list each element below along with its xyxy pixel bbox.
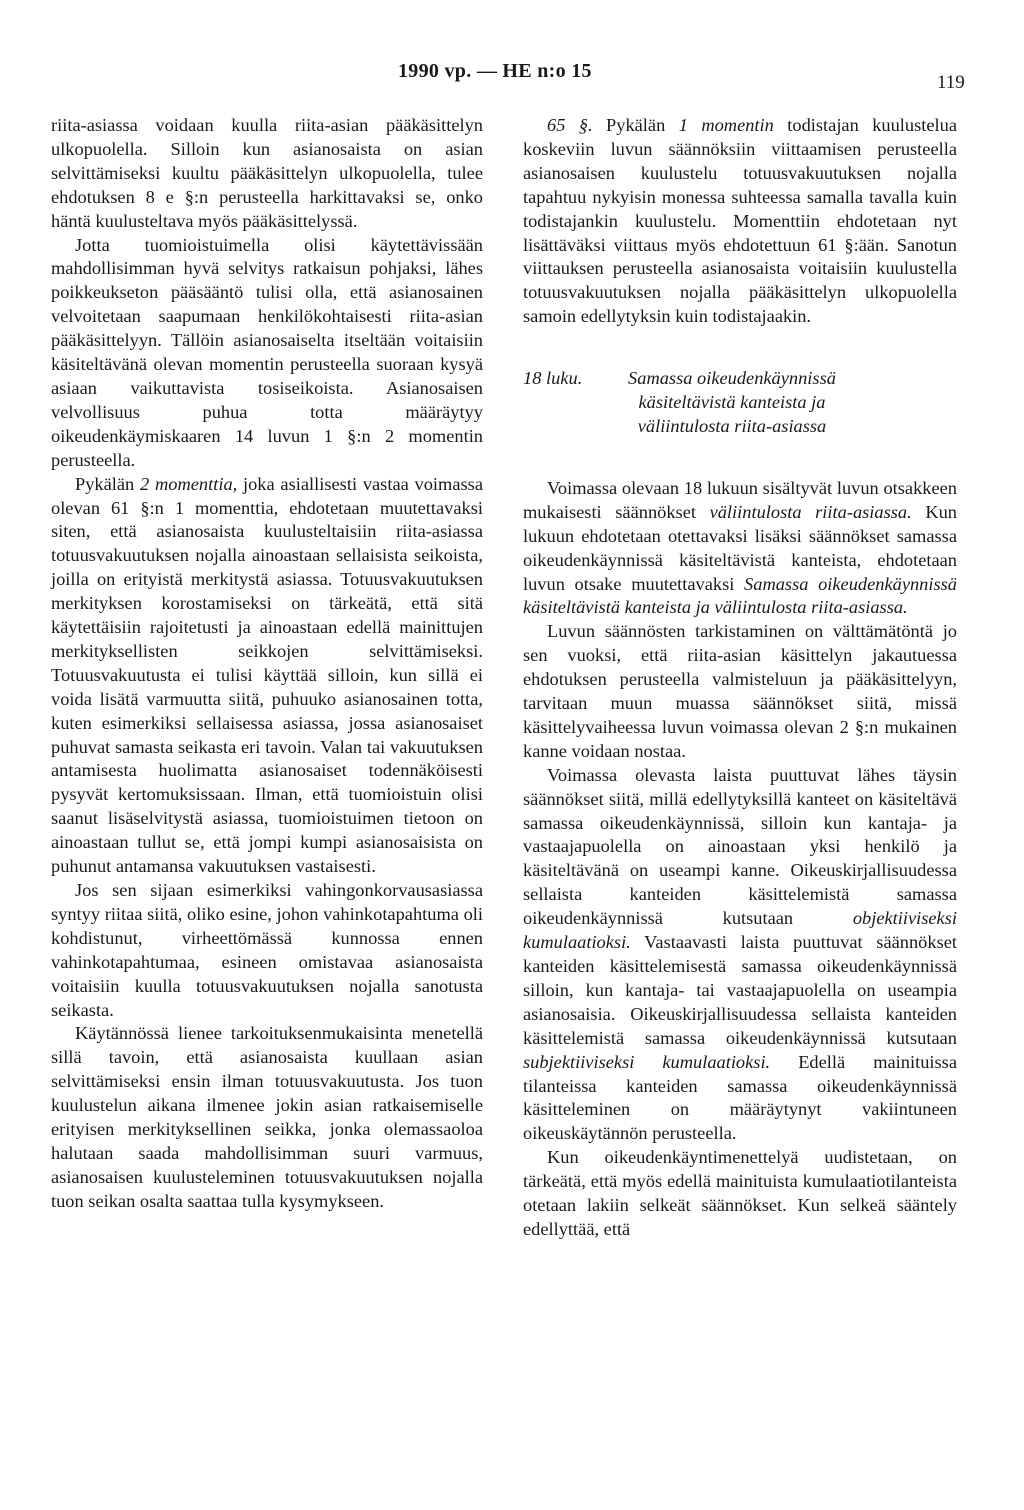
italic-text: väliintulosta riita-asiassa. (709, 501, 912, 522)
text: Edellä mainituissa tilanteissa kanteiden samassa oikeudenkäynnissä käsitteleminen on määräytynyt vakiintuneen oikeuskäytännön perusteella. (523, 1051, 957, 1144)
paragraph: riita-asiassa voidaan kuulla riita-asian pääkäsittelyn ulkopuolella. Silloin kun asianosaista on asian selvittämiseksi kuultu pääkäsittelyn ulkopuolella, tulee ehdotuksen 8 e §:n perusteella harkittavaksi se, onko häntä kuulusteltava myös pääkäsittelyssä. (51, 115, 483, 231)
text: Voimassa olevasta laista puuttuvat lähes täysin säännökset siitä, millä edellytyksillä kanteet on käsiteltävä samassa oikeudenkäynnissä, silloin kun kantaja- ja vastaajapuolella on ainoastaan yksi henkilö ja käsiteltävänä on useampi kanne. Oikeuskirjallisuudessa sellaista kanteiden käsittelemistä samassa oikeudenkäynnissä kutsutaan (523, 764, 957, 929)
chapter-heading (523, 367, 957, 439)
section-number: 65 §. (547, 115, 593, 135)
italic-text: objektiiviseksi kumulaatioksi. (523, 908, 957, 953)
page-number: 119 (937, 72, 965, 93)
right-column (523, 114, 957, 1242)
text: Voimassa olevaan 18 lukuun sisältyvät luvun otsakkeen mukaisesti säännökset (523, 477, 957, 522)
paragraph: Käytännössä lienee tarkoituksenmukaisinta menetellä sillä tavoin, että asianosaista kuullaan asian selvittämiseksi ensin ilman totuusvakuutusta. Jos tuon kuulustelun aikana ilmenee jokin asian ratkaisemiselle erityisen merkityksellinen seikka, jonka olemassaoloa halutaan saada mahdollisimman suuri varmuus, asianosaisen kuulusteleminen totuusvakuutuksen nojalla tuon seikan osalta saattaa tulla kysymykseen. (51, 1023, 483, 1211)
running-header: 1990 vp. — HE n:o 15 (398, 60, 592, 82)
text: Vastaavasti laista puuttuvat säännökset kanteiden käsittelemisestä samassa oikeudenkäynnissä silloin, kun kantaja- tai vastaajapuolella on useampia asianosaisia. Oikeuskirjallisuudessa sellaista kanteiden käsittelemistä samassa oikeudenkäynnissä kutsutaan (523, 932, 957, 1048)
paragraph (523, 477, 957, 620)
text: Pykälän (592, 115, 679, 135)
paragraph: Luvun säännösten tarkistaminen on välttämätöntä jo sen vuoksi, että riita-asian käsittelyn jakautuessa ehdotuksen perusteella valmisteluun ja pääkäsittelyyn, tarvitaan muun muassa säännökset siitä, missä käsittelyvaiheessa luvun voimassa olevan 2 §:n mukainen kanne voidaan nostaa. (523, 621, 957, 761)
text: todistajan kuulustelua koskeviin luvun säännöksiin viittaamisen perusteella asianosaisen kuulustelu totuusvakuutuksen nojalla tapahtuu nykyisin monessa suhteessa samalla tavalla kuin todistajankin kuulustelu. Momenttiin ehdotetaan nyt lisättäväksi viittaus myös ehdotettuun 61 §:ään. Sanotun viittauksen perusteella asianosaista voitaisiin kuulustella totuusvakuutuksen nojalla pääkäsittelyn ulkopuolella samoin edellytyksin kuin todistajaakin. (523, 115, 957, 327)
italic-text: 1 momentin (678, 115, 774, 135)
text: Kun lukuun ehdotetaan otettavaksi lisäksi säännökset samassa oikeudenkäynnissä käsiteltävistä kanteista, ehdotetaan luvun otsake muutettavaksi (523, 501, 957, 594)
italic-text: 2 momenttia, (140, 473, 238, 494)
italic-text: Samassa oikeudenkäynnissä käsiteltävistä kanteista ja väliintulosta riita-asiassa. (523, 573, 957, 618)
text: joka asiallisesti vastaa voimassa olevan 61 §:n 1 momenttia, ehdotetaan muutettavaksi siten, että asianosaista kuulusteltaisiin riita-asiassa totuusvakuutuksen nojalla ainoastaan sellaisista seikoista, joilla on erityistä merkitystä asiassa. Totuusvakuutuksen merkityksen korostamiseksi on tärkeätä, että sitä käytettäisiin rajoitetusti ja ainoastaan edellä mainittujen merkityksellisten seikkojen selvittämiseksi. Totuusvakuutusta ei tulisi käyttää silloin, kun sillä ei voida lisätä varmuutta siitä, puhuuko asianosainen totta, kuten esimerkiksi sellaisessa asiassa, jossa asianosaiset puhuvat samasta seikasta eri tavoin. Valan tai vakuutuksen antamisesta huolimatta asianosaiset todennäköisesti pysyvät kertomuksissaan. Ilman, että tuomioistuin olisi saanut lisäselvitystä asiassa, tuomioistuimen tietoon on ainoastaan tullut se, että jompi kumpi asianosaisista on puhunut antamansa vakuutuksen vastaisesti. (51, 473, 483, 877)
chapter-title: Samassa oikeudenkäynnissä käsiteltävistä kanteista ja väliintulosta riita-asiassa (628, 368, 836, 436)
paragraph: Jotta tuomioistuimella olisi käytettävissään mahdollisimman hyvä selvitys ratkaisun pohjaksi, lähes poikkeukseton pääsääntö tulisi olla, että asianosainen velvoitetaan saapumaan henkilökohtaisesti riita-asian pääkäsittelyyn. Tällöin asianosaiselta itseltään voitaisiin käsiteltävänä olevan momentin perusteella suoraan kysyä asiaan vaikuttavista tosiseikoista. Asianosaisen velvollisuus puhua totta määräytyy oikeudenkäymiskaaren 14 luvun 1 §:n 2 momentin perusteella. (51, 234, 483, 470)
left-column (51, 114, 483, 1214)
italic-text: subjektiiviseksi kumulaatioksi. (523, 1051, 771, 1072)
paragraph: Jos sen sijaan esimerkiksi vahingonkorvausasiassa syntyy riitaa siitä, oliko esine, johon vahinkotapahtuma oli kohdistunut, virheettömässä kunnossa ennen vahinkotapahtumaa, esineen omistavaa asianosaista voitaisiin kuulla totuusvakuutuksen nojalla sanotusta seikasta. (51, 880, 483, 1020)
paragraph (523, 764, 957, 1147)
paragraph (51, 473, 483, 879)
paragraph (523, 114, 957, 329)
chapter-number: 18 luku. (523, 368, 583, 389)
paragraph: Kun oikeudenkäyntimenettelyä uudistetaan, on tärkeätä, että myös edellä mainituista kumulaatiotilanteista otetaan lakiin selkeät säännökset. Kun selkeä sääntely edellyttää, että (523, 1147, 957, 1239)
text: Pykälän (75, 473, 141, 494)
